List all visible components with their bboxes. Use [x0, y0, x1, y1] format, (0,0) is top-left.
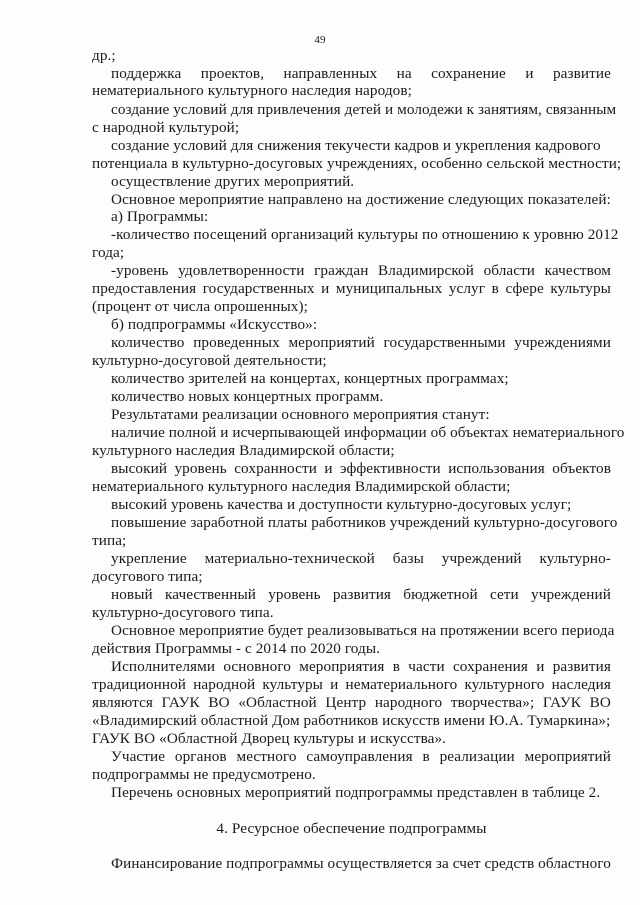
word: поддержка: [111, 65, 182, 82]
text-line: повышение заработной платы работников учреждений культурно-досугового: [111, 514, 618, 531]
word: муниципальных: [335, 280, 443, 297]
word: и: [525, 65, 534, 82]
text-line: количество зрителей на концертах, концертных программах;: [111, 370, 509, 387]
word: материально-технической: [204, 550, 375, 567]
text-line: создание условий для привлечения детей и молодежи к занятиям, связанным: [111, 101, 617, 118]
text-line: -количество посещений организаций культуры по отношению к уровню 2012: [111, 226, 619, 243]
word: за: [435, 855, 449, 872]
text-line: «Владимирский областной Дом работников искусств имени Ю.А. Тумаркина»;: [92, 712, 611, 729]
text-line: высокий уровень качества и доступности культурно-досуговых услуг;: [111, 496, 572, 513]
text-line: создание условий для снижения текучести кадров и укрепления кадрового: [111, 137, 601, 154]
word: народной: [193, 676, 256, 693]
word: бюджетной: [403, 586, 478, 603]
page-number: 49: [314, 34, 326, 46]
text-line: [111, 586, 611, 604]
section-heading: 4. Ресурсное обеспечение подпрограммы: [216, 820, 487, 837]
text-line: [111, 460, 611, 478]
word: нематериального: [345, 676, 458, 693]
word: и: [536, 658, 545, 675]
word: сохранение: [431, 65, 506, 82]
word: ВО: [589, 694, 611, 711]
word: качеством: [544, 262, 611, 279]
word: проведенных: [193, 334, 280, 351]
text-line: нематериального культурного наследия народов;: [92, 82, 412, 99]
word: государственных: [202, 280, 315, 297]
text-line: а) Программы:: [111, 208, 209, 225]
word: эффективности: [339, 460, 441, 477]
word: развития: [332, 586, 392, 603]
word: учреждений: [531, 586, 611, 603]
word: укрепление: [111, 550, 187, 567]
word: местного: [236, 748, 297, 765]
text-line: досугового типа;: [92, 568, 203, 585]
word: органов: [174, 748, 227, 765]
word: сфере: [505, 280, 544, 297]
text-line: осуществление других мероприятий.: [111, 173, 355, 190]
text-line: наличие полной и исчерпывающей информации об объектах нематериального: [111, 424, 625, 441]
word: счет: [452, 855, 481, 872]
word: Исполнителями: [111, 658, 216, 675]
word: уровень: [174, 460, 227, 477]
word: в: [491, 280, 499, 297]
text-line: б) подпрограммы «Искусство»:: [111, 316, 318, 333]
word: государственными: [383, 334, 506, 351]
word: услуг: [448, 280, 486, 297]
word: и: [321, 280, 330, 297]
word: уровень: [268, 586, 321, 603]
word: количество: [111, 334, 185, 351]
word: мероприятия: [299, 658, 385, 675]
word: направленных: [283, 65, 378, 82]
word: предоставления: [92, 280, 197, 297]
word: ГАУК: [542, 694, 581, 711]
text-line: действия Программы - с 2014 по 2020 годы.: [92, 640, 381, 657]
word: Финансирование: [111, 855, 223, 872]
word: культурного: [464, 676, 545, 693]
text-line: количество новых концертных программ.: [111, 388, 384, 405]
word: базы: [392, 550, 424, 567]
word: культуры: [262, 676, 323, 693]
word: на: [396, 65, 412, 82]
word: Участие: [111, 748, 166, 765]
text-line: Основное мероприятие будет реализовываться на протяжении всего периода: [111, 622, 615, 639]
word: объектов: [552, 460, 611, 477]
text-line: с народной культурой;: [92, 119, 240, 136]
word: проектов,: [200, 65, 265, 82]
word: осуществляется: [327, 855, 433, 872]
text-line: года;: [92, 244, 125, 261]
word: реализации: [439, 748, 515, 765]
word: в: [422, 748, 430, 765]
word: развития: [552, 658, 611, 675]
word: высокий: [111, 460, 168, 477]
word: граждан: [314, 262, 369, 279]
text-line: [111, 748, 611, 766]
text-line: Основное мероприятие направлено на достижение следующих показателей:: [111, 191, 611, 208]
word: развитие: [552, 65, 611, 82]
word: учреждениями: [514, 334, 611, 351]
word: сети: [489, 586, 519, 603]
word: Владимирской: [378, 262, 474, 279]
word: творчества»;: [450, 694, 535, 711]
word: ГАУК: [161, 694, 200, 711]
text-line: культурно-досугового типа.: [92, 604, 274, 621]
text-line: [111, 658, 611, 676]
word: и: [330, 676, 339, 693]
text-line: культурного наследия Владимирской области;: [92, 442, 395, 459]
text-line: [92, 694, 611, 712]
text-line: типа;: [92, 532, 127, 549]
word: и: [324, 460, 333, 477]
word: культуры: [550, 280, 611, 297]
text-line: культурно-досуговой деятельности;: [92, 352, 327, 369]
word: части: [408, 658, 445, 675]
text-line: [111, 65, 611, 83]
word: средств: [484, 855, 535, 872]
word: новый: [111, 586, 153, 603]
text-line: [111, 262, 611, 280]
word: использования: [448, 460, 545, 477]
text-line: др.;: [92, 47, 116, 64]
word: подпрограммы: [226, 855, 324, 872]
word: удовлетворенности: [178, 262, 305, 279]
word: «Областной: [238, 694, 317, 711]
word: областного: [538, 855, 611, 872]
text-line: Результатами реализации основного мероприятия станут:: [111, 406, 490, 423]
word: качественный: [164, 586, 256, 603]
word: сохранения: [452, 658, 528, 675]
word: Центр: [325, 694, 367, 711]
word: основного: [223, 658, 291, 675]
word: в: [392, 658, 401, 675]
text-line: [111, 550, 611, 568]
text-line: потенциала в культурно-досуговых учреждениях, особенно сельской местности;: [92, 155, 622, 172]
word: культурно-: [539, 550, 611, 567]
word: являются: [92, 694, 154, 711]
word: народного: [374, 694, 443, 711]
word: самоуправления: [306, 748, 413, 765]
word: мероприятий: [524, 748, 611, 765]
word: области: [483, 262, 536, 279]
word: ВО: [208, 694, 230, 711]
word: сохранности: [234, 460, 317, 477]
text-line: Перечень основных мероприятий подпрограммы представлен в таблице 2.: [111, 784, 601, 801]
word: -уровень: [111, 262, 169, 279]
text-line: [92, 280, 611, 298]
word: наследия: [551, 676, 611, 693]
text-line: нематериального культурного наследия Владимирской области;: [92, 478, 511, 495]
text-line: [111, 855, 611, 873]
word: учреждений: [441, 550, 522, 567]
text-line: [111, 334, 611, 352]
text-line: (процент от числа опрошенных);: [92, 298, 308, 315]
text-line: [92, 676, 611, 694]
text-line: подпрограммы не предусмотрено.: [92, 766, 316, 783]
word: традиционной: [92, 676, 187, 693]
text-line: ГАУК ВО «Областной Дворец культуры и искусства».: [92, 730, 447, 747]
word: мероприятий: [288, 334, 375, 351]
